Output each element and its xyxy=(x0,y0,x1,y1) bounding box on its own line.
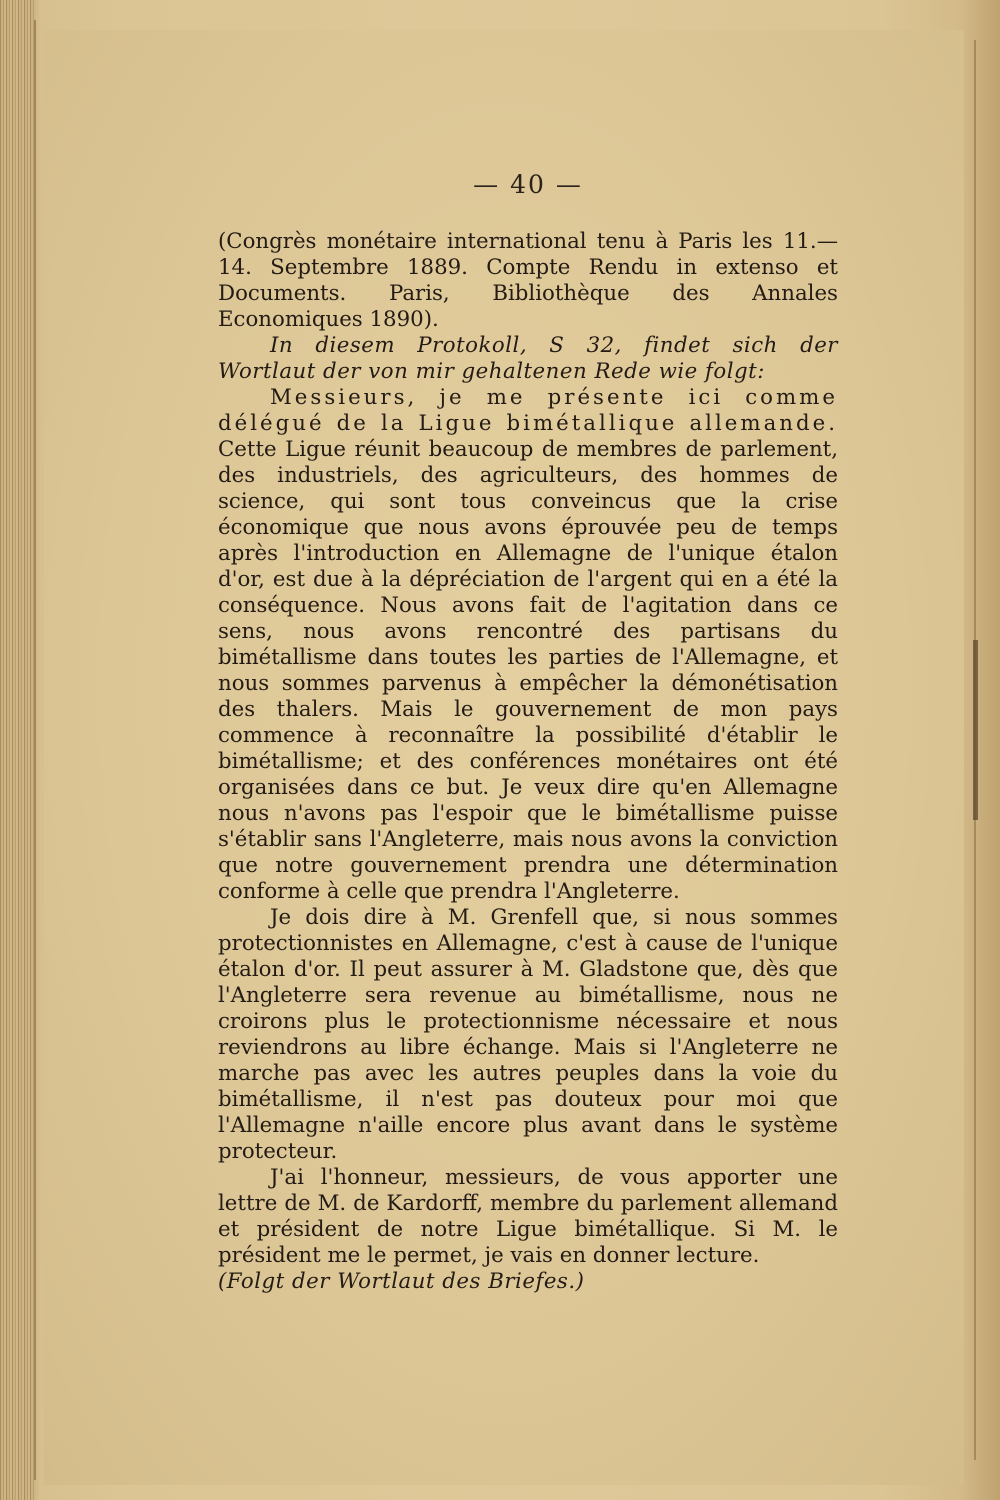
book-spine-edge xyxy=(0,0,34,1500)
protocol-intro-paragraph: In diesem Protokoll, S 32, findet sich der Wortlaut der von mir gehaltenen Rede wie folgt: xyxy=(218,333,838,384)
binding-shadow xyxy=(34,20,36,1480)
body-text xyxy=(218,229,838,1295)
speech-paragraph-2: Je dois dire à M. Grenfell que, si nous sommes protectionnistes en Allemagne, c'est à cause de l'unique étalon d'or. Il peut assurer à M. Gladstone que, dès que l'Angleterre sera revenue au bimétallisme, nous ne croirons plus le protectionnisme nécessaire et nous reviendrons au libre échange. Mais si l'Angleterre ne marche pas avec les autres peuples dans la voie du bimétallisme, il n'est pas douteux pour moi que l'Allemagne n'aille encore plus avant dans le système protecteur. xyxy=(218,905,838,1164)
right-edge-mark xyxy=(973,640,978,820)
speech-paragraph-3: J'ai l'honneur, messieurs, de vous apporter une lettre de M. de Kardorff, membre du parlement allemand et président de notre Ligue bimétallique. Si M. le président me le permet, je vais en donner lecture. xyxy=(218,1165,838,1268)
letter-note: (Folgt der Wortlaut des Briefes.) xyxy=(218,1269,585,1294)
speech-paragraph-1 xyxy=(218,385,838,905)
speech-body: Cette Ligue réunit beaucoup de membres de parlement, des industriels, des agriculteurs, des hommes de science, qui sont tous conveincus que la crise économique que nous avons éprouvée peu de temps après l'introduction en Allemagne de l'unique étalon d'or, est due à la dépréciation de l'argent qui en a été la conséquence. Nous avons fait de l'agitation dans ce sens, nous avons rencontré des partisans du bimétallisme dans toutes les parties de l'Allemagne, et nous sommes parvenus à empêcher la démonétisation des thalers. Mais le gouvernement de mon pays commence à reconnaître la possibilité d'établir le bimétallisme; et des conférences monétaires ont été organisées dans ce but. Je veux dire qu'en Allemagne nous n'avons pas l'espoir que le bimétallisme puisse s'établir sans l'Angleterre, mais nous avons la conviction que notre gouvernement prendra une détermination conforme à celle que prendra l'Angleterre. xyxy=(218,437,838,904)
page-number: — 40 — xyxy=(473,170,583,199)
citation-paragraph: (Congrès monétaire international tenu à Paris les 11.—14. Septembre 1889. Compte Rendu in extenso et Documents. Paris, Bibliothèque des Annales Economiques 1890). xyxy=(218,229,838,332)
speech-opening: Messieurs, je me présente ici comme délégué de la Ligue bimétallique allemande. xyxy=(218,385,838,436)
